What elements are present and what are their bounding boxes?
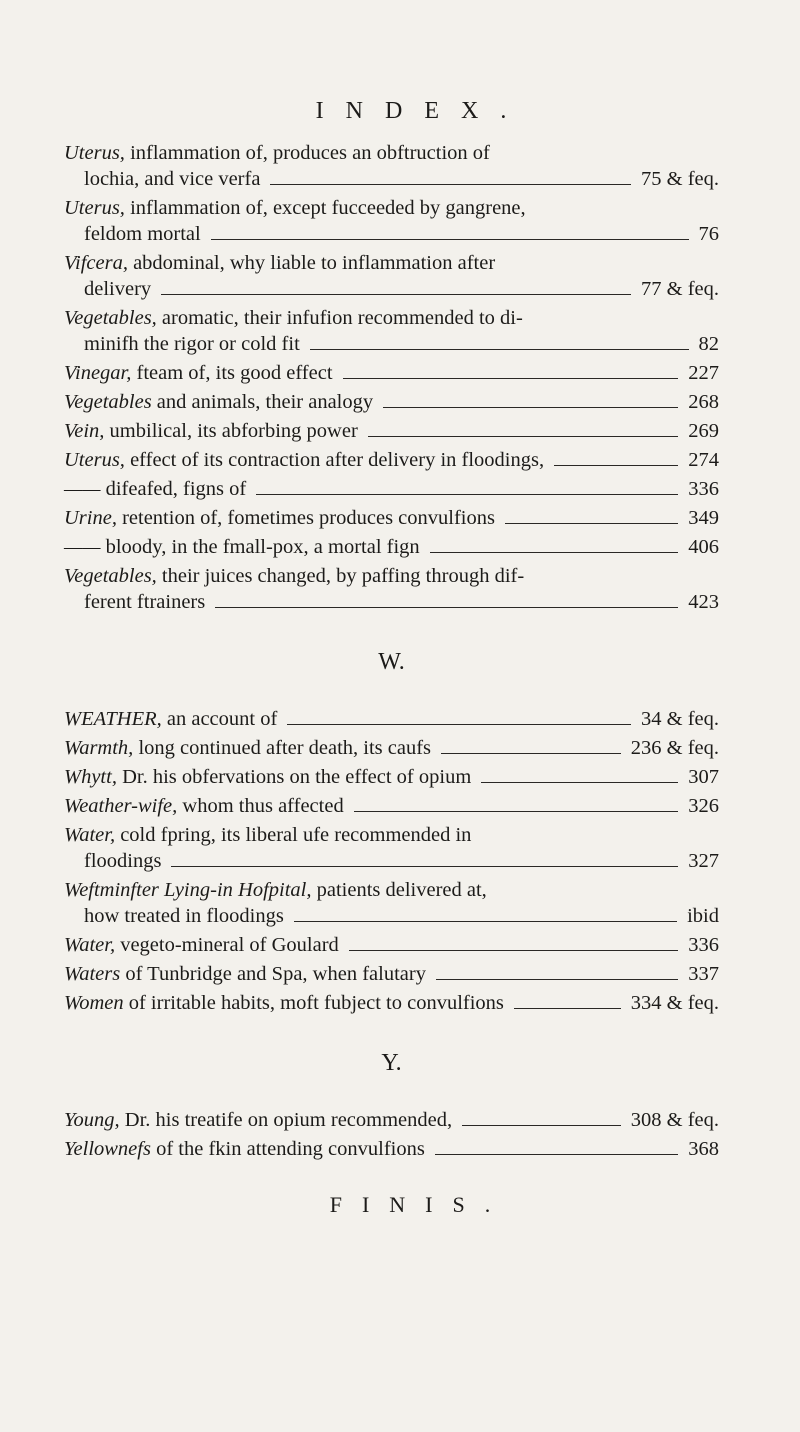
- index-entry: [64, 990, 719, 1016]
- leader-rule: [349, 950, 678, 951]
- entry-text: [84, 331, 300, 357]
- page-reference: 337: [688, 963, 719, 985]
- entry-line: [64, 418, 719, 444]
- leader-rule: [462, 1125, 621, 1126]
- headword: Uterus,: [64, 142, 125, 164]
- index-entry: [64, 961, 719, 987]
- entry-description: difeafed, figns of: [105, 478, 247, 500]
- leader-rule: [215, 607, 678, 608]
- leader-rule: [441, 753, 621, 754]
- entry-line: [64, 389, 719, 415]
- entry-description: floodings: [84, 850, 162, 872]
- entry-description: umbilical, its abforbing power: [109, 420, 358, 442]
- headword: Warmth,: [64, 737, 134, 759]
- entry-description: minifh the rigor or cold fit: [84, 333, 300, 355]
- index-entry: [64, 505, 719, 531]
- entry-line: [64, 764, 719, 790]
- leader-rule: [256, 494, 678, 495]
- index-entry: [64, 1107, 719, 1133]
- entry-description: long continued after death, its caufs: [138, 737, 432, 759]
- page-reference: 236 & feq.: [630, 737, 719, 759]
- entry-text: [64, 418, 358, 444]
- headword: WEATHER,: [64, 708, 162, 730]
- page-reference: 423: [688, 591, 719, 613]
- entry-line: [64, 961, 719, 987]
- index-entry: [64, 195, 719, 247]
- leader-rule: [436, 979, 678, 980]
- headword: Vegetables,: [64, 565, 157, 587]
- index-entry: [64, 563, 719, 615]
- entry-description: cold fpring, its liberal ufe recommended in: [120, 824, 472, 846]
- leader-rule: [481, 782, 678, 783]
- entry-description: effect of its contraction after delivery in floodings,: [130, 449, 545, 471]
- entry-description: of the fkin attending convulfions: [156, 1138, 425, 1160]
- entry-text: [64, 1136, 425, 1162]
- section-letter-y: Y.: [381, 1050, 402, 1076]
- index-entry: [64, 1136, 719, 1162]
- entry-text: [64, 793, 344, 819]
- entry-line: [64, 1136, 719, 1162]
- headword: Vein,: [64, 420, 105, 442]
- page-reference: 336: [688, 478, 719, 500]
- entry-text: [64, 534, 420, 560]
- leader-rule: [368, 436, 678, 437]
- page-reference: 75 & feq.: [641, 168, 719, 190]
- leader-rule: [310, 349, 689, 350]
- index-entry: [64, 822, 719, 874]
- running-head: INDEX.: [315, 98, 529, 124]
- headword: Waters: [64, 963, 121, 985]
- leader-rule: [430, 552, 679, 553]
- page-reference: 77 & feq.: [641, 278, 719, 300]
- entry-text: [64, 563, 524, 589]
- entry-description: vegeto-mineral of Goulard: [120, 934, 339, 956]
- entry-text: [64, 961, 426, 987]
- headword: Women: [64, 992, 124, 1014]
- entry-line: [64, 447, 719, 473]
- leader-rule: [294, 921, 677, 922]
- section-letter-w: W.: [378, 649, 405, 675]
- entry-text: [84, 166, 260, 192]
- leader-rule: [287, 724, 631, 725]
- page-reference: 326: [688, 795, 719, 817]
- entry-text: [64, 195, 526, 221]
- headword: Whytt,: [64, 766, 117, 788]
- page-reference: 336: [688, 934, 719, 956]
- page-reference: 406: [688, 536, 719, 558]
- entry-description: fteam of, its good effect: [136, 362, 333, 384]
- entry-description: Dr. his treatife on opium recommended,: [124, 1109, 453, 1131]
- index-body: [64, 140, 719, 1165]
- entry-description: lochia, and vice verfa: [84, 168, 261, 190]
- index-entry: [64, 706, 719, 732]
- entry-text: [64, 877, 487, 903]
- index-entry: [64, 250, 719, 302]
- entry-text: [64, 305, 523, 331]
- headword: Vifcera,: [64, 252, 128, 274]
- entry-text: [84, 589, 205, 615]
- entry-line: [64, 331, 719, 357]
- entry-text: [64, 990, 504, 1016]
- entry-line: [64, 822, 719, 848]
- index-entry: [64, 764, 719, 790]
- entry-description: of irritable habits, moft fubject to convulfions: [128, 992, 504, 1014]
- headword: Yellownefs: [64, 1138, 151, 1160]
- headword: Water,: [64, 824, 116, 846]
- entry-line: [64, 250, 719, 276]
- leader-rule: [435, 1154, 678, 1155]
- entry-description: feldom mortal: [84, 223, 201, 245]
- page-reference: 327: [688, 850, 719, 872]
- index-entry: [64, 389, 719, 415]
- entry-description: ferent ftrainers: [84, 591, 206, 613]
- entry-line: [64, 305, 719, 331]
- leader-rule: [211, 239, 689, 240]
- entry-line: [64, 706, 719, 732]
- leader-rule: [343, 378, 679, 379]
- entry-line: [64, 476, 719, 502]
- headword: Urine,: [64, 507, 117, 529]
- headword: Weather-wife,: [64, 795, 178, 817]
- headword: Vinegar,: [64, 362, 132, 384]
- entry-text: [64, 735, 431, 761]
- entry-text: [84, 903, 284, 929]
- entry-text: [64, 476, 246, 502]
- index-entry: [64, 932, 719, 958]
- index-entry: [64, 735, 719, 761]
- index-entry: [64, 360, 719, 386]
- entry-description: retention of, fometimes produces convulfions: [122, 507, 495, 529]
- leader-rule: [270, 184, 631, 185]
- entry-description: abdominal, why liable to inflammation after: [133, 252, 496, 274]
- entry-line: [64, 221, 719, 247]
- entry-text: [84, 276, 151, 302]
- page-reference: 268: [688, 391, 719, 413]
- headword: Water,: [64, 934, 116, 956]
- page-reference: 227: [688, 362, 719, 384]
- entry-line: [64, 990, 719, 1016]
- page-reference: 34 & feq.: [641, 708, 719, 730]
- entry-text: [64, 764, 471, 790]
- entry-text: [64, 140, 490, 166]
- index-entry: [64, 534, 719, 560]
- entry-line: [64, 735, 719, 761]
- leader-rule: [354, 811, 679, 812]
- headword: Young,: [64, 1109, 120, 1131]
- entry-description: and animals, their analogy: [156, 391, 374, 413]
- index-entry: [64, 305, 719, 357]
- entry-line: [64, 563, 719, 589]
- leader-rule: [171, 866, 678, 867]
- entry-line: [64, 589, 719, 615]
- leader-rule: [514, 1008, 621, 1009]
- page-reference: 334 & feq.: [630, 992, 719, 1014]
- entry-description: patients delivered at,: [316, 879, 487, 901]
- entry-line: [64, 903, 719, 929]
- entry-line: [64, 877, 719, 903]
- index-entry: [64, 877, 719, 929]
- entry-line: [64, 932, 719, 958]
- entry-description: whom thus affected: [182, 795, 344, 817]
- index-entry: [64, 140, 719, 192]
- leader-rule: [383, 407, 678, 408]
- entry-text: [64, 822, 471, 848]
- page-reference: 274: [688, 449, 719, 471]
- entry-line: [64, 140, 719, 166]
- entry-line: [64, 534, 719, 560]
- leader-rule: [161, 294, 631, 295]
- entry-description: Dr. his obfervations on the effect of opium: [122, 766, 472, 788]
- entry-line: [64, 848, 719, 874]
- entry-text: [64, 389, 373, 415]
- entry-text: [64, 932, 339, 958]
- headword: Uterus,: [64, 449, 125, 471]
- page-reference: 368: [688, 1138, 719, 1160]
- entry-description: inflammation of, produces an obftruction of: [130, 142, 490, 164]
- page-reference: 349: [688, 507, 719, 529]
- headword: Vegetables,: [64, 307, 157, 329]
- headword: Weftminfter Lying-in Hofpital,: [64, 879, 312, 901]
- entry-line: [64, 793, 719, 819]
- finis: FINIS.: [329, 1192, 511, 1217]
- headword: ——: [64, 536, 101, 558]
- page-reference: 308 & feq.: [630, 1109, 719, 1131]
- headword: ——: [64, 478, 101, 500]
- page-reference: 82: [698, 333, 719, 355]
- page-reference: ibid: [687, 905, 719, 927]
- entry-line: [64, 276, 719, 302]
- entry-description: bloody, in the fmall-pox, a mortal fign: [105, 536, 420, 558]
- headword: Vegetables: [64, 391, 152, 413]
- entry-text: [64, 505, 495, 531]
- entry-description: aromatic, their infufion recommended to di-: [161, 307, 523, 329]
- entry-description: their juices changed, by paffing through dif-: [161, 565, 525, 587]
- entry-description: of Tunbridge and Spa, when falutary: [125, 963, 426, 985]
- index-entry: [64, 418, 719, 444]
- page-reference: 307: [688, 766, 719, 788]
- entry-text: [64, 447, 544, 473]
- page-reference: 269: [688, 420, 719, 442]
- index-entry: [64, 793, 719, 819]
- entry-line: [64, 166, 719, 192]
- index-entry: [64, 447, 719, 473]
- entry-description: an account of: [166, 708, 278, 730]
- entry-text: [84, 221, 201, 247]
- entry-line: [64, 360, 719, 386]
- entry-description: how treated in floodings: [84, 905, 284, 927]
- entry-text: [64, 706, 277, 732]
- headword: Uterus,: [64, 197, 125, 219]
- leader-rule: [505, 523, 678, 524]
- leader-rule: [554, 465, 678, 466]
- entry-text: [64, 1107, 452, 1133]
- entry-line: [64, 195, 719, 221]
- entry-description: inflammation of, except fucceeded by gangrene,: [130, 197, 526, 219]
- entry-description: delivery: [84, 278, 152, 300]
- entry-line: [64, 505, 719, 531]
- entry-text: [84, 848, 161, 874]
- entry-text: [64, 360, 333, 386]
- page-reference: 76: [698, 223, 719, 245]
- index-entry: [64, 476, 719, 502]
- entry-text: [64, 250, 495, 276]
- entry-line: [64, 1107, 719, 1133]
